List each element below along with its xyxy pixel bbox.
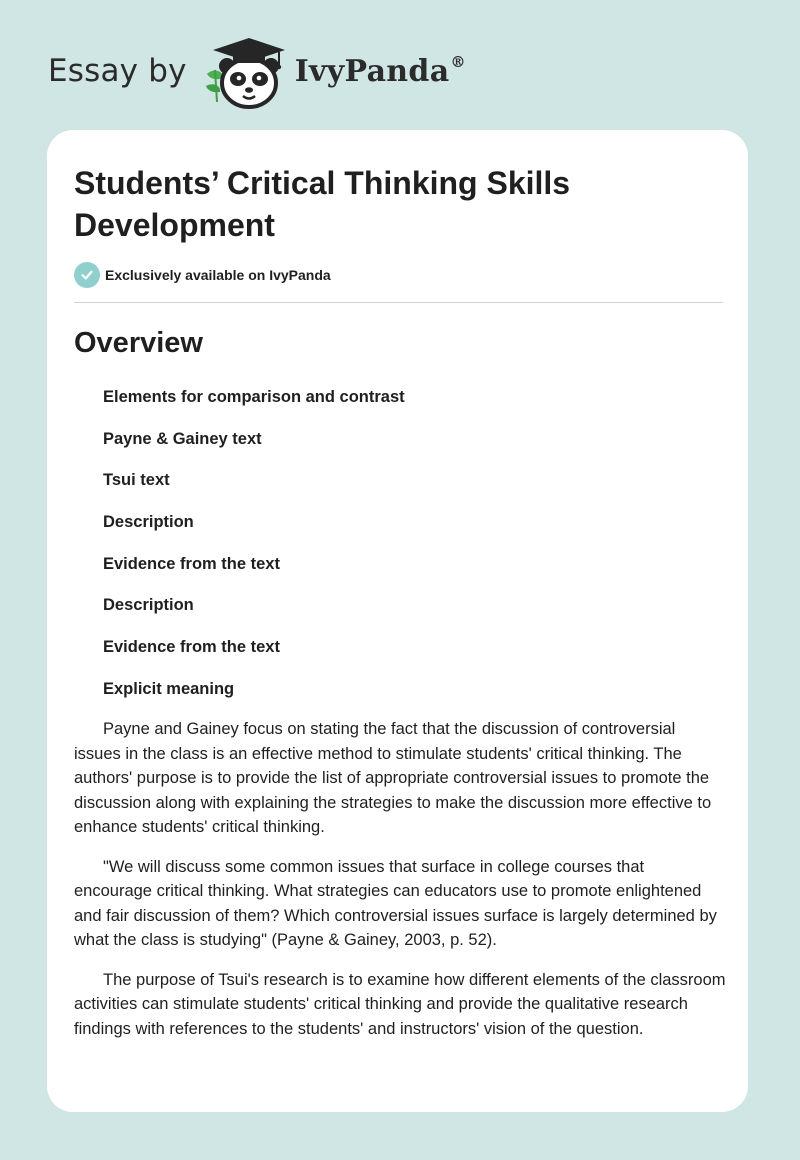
section-heading-overview: Overview (74, 327, 203, 359)
outline-list (103, 384, 405, 718)
outline-item: Evidence from the text (103, 638, 280, 657)
panda-graduate-logo-icon[interactable] (201, 30, 291, 112)
brand-text: IvyPanda (294, 54, 450, 89)
body-text (74, 717, 726, 1056)
essay-card (47, 130, 748, 1112)
outline-item: Description (103, 513, 194, 532)
divider (74, 302, 723, 303)
essay-by-label: Essay by (48, 53, 187, 89)
brand-name[interactable] (295, 53, 466, 89)
exclusive-availability (74, 262, 331, 288)
outline-item: Explicit meaning (103, 679, 235, 698)
outline-item: Description (103, 596, 194, 615)
body-paragraph-quote: "We will discuss some common issues that surface in college courses that encourage critical thinking. What strategies can educators use to promote enlightened and fair discussion of them? Which controversial issues surface is largely determined by what the class is studying" (Payne & Gainey, 2003, p. 52). (74, 857, 717, 949)
outline-item: Tsui text (103, 471, 170, 490)
site-header (48, 30, 466, 112)
registered-mark: ® (450, 53, 466, 71)
outline-item: Payne & Gainey text (103, 429, 262, 448)
body-paragraph: Payne and Gainey focus on stating the fact that the discussion of controversial issues in the class is an effective method to stimulate students' critical thinking. The authors' purpose is to provide the list of appropriate controversial issues to promote the discussion along with explaining the strategies to make the discussion more effective to enhance students' critical thinking. (74, 720, 712, 836)
essay-title: Students’ Critical Thinking Skills Development (74, 165, 571, 243)
outline-item: Evidence from the text (103, 554, 280, 573)
body-paragraph: The purpose of Tsui's research is to examine how different elements of the classroom activities can stimulate students' critical thinking and provide the qualitative research findings with references to the students' and instructors' vision of the question. (74, 970, 726, 1038)
exclusive-label: Exclusively available on IvyPanda (105, 267, 331, 283)
outline-item: Elements for comparison and contrast (103, 388, 405, 406)
check-badge-icon (74, 262, 100, 288)
